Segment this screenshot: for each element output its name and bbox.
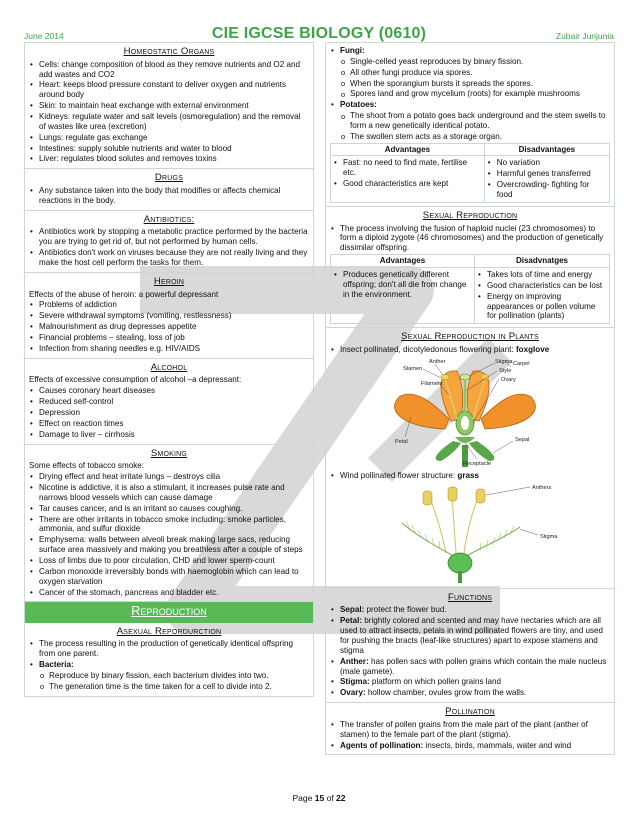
item-text: insects, birds, mammals, water and wind (423, 740, 572, 750)
flower-diagram-svg (365, 357, 575, 469)
list-item (330, 605, 610, 615)
list-item (330, 657, 610, 677)
list-item: • Cancer of the stomach, pancreas and bladder etc. (29, 588, 309, 598)
bold-label: Petal: (340, 616, 363, 626)
list-item: • Effect on reaction times (29, 419, 309, 429)
sub-list-item: o All other fungi produce via spores. (330, 68, 610, 78)
item-text: brightly colored and scented and may have nectaries which are all used to attract insects, petals in wind pollinated flowers are tiny, and used for pushing the bracts (leaf-like structures) apart to expose stamens and stigma (340, 616, 604, 655)
list-item: • Cells: change composition of blood as they remove nutrients and O2 and add wastes and CO2 (29, 60, 309, 80)
bold-label: Ovary: (340, 688, 366, 698)
table-header: Advantages (331, 255, 475, 268)
flower-diagram (365, 357, 575, 469)
list-item: • Antibiotics work by stopping a metabolic practice performed by the bacteria you are trying to get rid of, but not performed by human cells. (29, 227, 309, 247)
item-text: platform on which pollen grains land (369, 677, 502, 687)
receptacle-shape (455, 437, 475, 443)
sub-list-item: o Reproduce by binary fission, each bacterium divides into two. (29, 671, 309, 681)
section-intro: Effects of the abuse of heroin: a powerful depressant (29, 289, 219, 299)
label-anthers: Anthers (532, 484, 552, 491)
list-item (330, 616, 610, 655)
sepal-shape (436, 441, 461, 461)
list-item: • Damage to liver – cirrhosis (29, 430, 309, 440)
list-item: • Causes coronary heart diseases (29, 386, 309, 396)
grass-flower-svg (360, 483, 580, 583)
sexual-advantages-table (330, 254, 610, 324)
list-item: • Energy on improving appearances or pollen volume for pollination (plants) (477, 292, 607, 322)
label-style: Style (499, 367, 512, 374)
section-title: Smoking (150, 447, 188, 459)
label-carpel: Carpel (513, 360, 530, 367)
list-item: • Takes lots of time and energy (477, 270, 607, 280)
petal-shape (395, 394, 449, 429)
list-item: • Financial problems – stealing, loss of job (29, 333, 309, 343)
list-item: • Harmful genes transferred (487, 169, 607, 179)
label-anther: Anther (429, 358, 446, 365)
list-item: • There are other irritants in tobacco smoke including: smoke particles, ammonia, and sulfur dioxide (29, 515, 309, 535)
list-item: • Good characteristics are kept (333, 179, 482, 189)
right-column (325, 42, 615, 755)
bold-label: Fungi: (340, 46, 365, 55)
item-text: has pollen sacs with pollen grains which contain the male nucleus (male gamete). (340, 656, 607, 676)
footer-prefix: Page (292, 793, 315, 803)
list-item: • Intestines: supply soluble nutrients and water to blood (29, 144, 309, 154)
list-item (330, 345, 610, 355)
list-item (330, 100, 610, 110)
list-item: • Emphysema: walls between alveoli break making large sacs, reducing surface area massively and making you breathless after a couple of steps (29, 535, 309, 555)
table-header: Disadvantages (484, 143, 609, 156)
list-item: • Skin: to maintain heat exchange with external environment (29, 101, 309, 111)
stigma-shape (460, 374, 470, 380)
section-heroin (24, 273, 314, 359)
header-date: June 2014 (24, 31, 64, 41)
table-cell-advantages (331, 156, 485, 202)
list-item (330, 688, 610, 698)
section-drugs (24, 169, 314, 210)
anther-shape (476, 489, 485, 503)
anther-shape (448, 487, 457, 501)
list-item: • Infection from sharing needles e.g. HIV/AIDS (29, 344, 309, 354)
list-item: • Problems of addiction (29, 300, 309, 310)
sub-list-item: o Spores land and grow mycelium (roots) for example mushrooms (330, 89, 610, 99)
label-ovary: Ovary (501, 376, 516, 383)
sub-list-item: o The shoot from a potato goes back underground and the stem swells to form a new genetically identical potato. (330, 111, 610, 131)
table-cell-disadvantages (484, 156, 609, 202)
list-item: • The transfer of pollen grains from the male part of the plant (anther of stamen) to the female part of the plant (stigma). (330, 720, 610, 740)
list-item: • Heart: keeps blood pressure constant to deliver oxygen and nutrients around body (29, 80, 309, 100)
anther-shape (423, 491, 432, 505)
section-title: Sexual Reproduction (422, 209, 518, 221)
section-sexual-reproduction (325, 207, 615, 328)
footer-mid: of (324, 793, 337, 803)
section-pollination (325, 703, 615, 755)
section-title: Homeostatic Organs (123, 46, 215, 57)
list-item: • Nicotine is addictive, it is also a stimulant, it increases pulse rate and narrows blood vessels which can cause damage (29, 483, 309, 503)
header-title: CIE IGCSE BIOLOGY (0610) (211, 25, 427, 42)
section-homeostatic-organs (24, 42, 314, 169)
item-text: protect the flower bud. (364, 605, 447, 615)
bold-label: Stigma: (340, 677, 370, 687)
section-intro: Some effects of tobacco smoke: (29, 461, 145, 471)
table-header: Advantages (331, 143, 485, 156)
list-item: • Produces genetically different offspring; don't all die from change in the environment. (333, 270, 472, 300)
list-item: • Antibiotics don't work on viruses because they are not really living and they make the host cell perform the tasks for them. (29, 248, 309, 268)
section-title: Antibiotics: (143, 213, 195, 225)
list-item (330, 46, 610, 56)
header-author: Zubair Junjunia (555, 31, 614, 41)
footer-page-number: 15 (314, 793, 325, 803)
section-title: Functions (447, 591, 493, 603)
section-title: Drugs (154, 172, 184, 184)
table-header: Disadvnatges (474, 255, 609, 268)
list-item: • Tar causes cancer, and is an irritant so causes coughing. (29, 504, 309, 514)
list-item: • Kidneys: regulate water and salt levels (osmoregulation) and the removal of wastes like urea (excretion) (29, 112, 309, 132)
sub-list-item: o The swollen stem acts as a storage organ. (330, 132, 610, 142)
list-item: • Drying effect and heat irritate lungs – destroys cilia (29, 472, 309, 482)
section-title: Sexual Reproduction in Plants (401, 331, 539, 343)
list-item: • Fast: no need to find mate, fertilise etc. (333, 158, 482, 178)
section-title: Asexual Repordurction (116, 625, 222, 637)
list-item (330, 677, 610, 687)
sub-list-item: o When the sporangium bursts it spreads the spores. (330, 79, 610, 89)
label-stigma: Stigma (540, 533, 558, 540)
section-antibiotics (24, 211, 314, 273)
left-column (24, 42, 314, 697)
list-item: • Good characteristics can be lost (477, 281, 607, 291)
list-item (330, 471, 610, 481)
reproduction-banner: Reproduction (24, 602, 314, 622)
section-title: Pollination (445, 706, 495, 718)
section-intro: Effects of excessive consumption of alcohol –a depressant: (29, 375, 242, 385)
list-item (330, 741, 610, 751)
bold-label: Potatoes: (340, 100, 377, 110)
list-item: • The process involving the fusion of haploid nuclei (23 chromosomes) to form a diploid zygote (46 chromosomes) and the production of genetically dissimilar offspring. (330, 224, 610, 254)
section-asexual-reproduction (24, 623, 314, 697)
footer-page-total: 22 (336, 793, 346, 803)
ovary-shape (448, 553, 472, 573)
asexual-advantages-table (330, 143, 610, 203)
section-asexual-continued (325, 42, 615, 207)
bold-label: Bacteria: (39, 660, 74, 670)
list-item: • Depression (29, 408, 309, 418)
insect-text: Insect pollinated, dicotyledonous flowering plant: (340, 344, 516, 354)
sub-list-item: o The generation time is the time taken for a cell to divide into 2. (29, 682, 309, 692)
label-petal: Petal (395, 438, 408, 445)
bold-label: grass (457, 470, 480, 480)
item-text: hollow chamber, ovules grow from the walls. (365, 688, 527, 698)
section-alcohol (24, 359, 314, 445)
section-plant-reproduction (325, 328, 615, 588)
stem-shape (458, 571, 462, 583)
grass-flower-diagram (360, 483, 580, 583)
page-header (24, 24, 614, 44)
list-item: • Liver: regulates blood solutes and removes toxins (29, 154, 309, 164)
section-smoking (24, 445, 314, 603)
wind-text: Wind pollinated flower structure: (340, 470, 458, 480)
bold-label: Anther: (340, 656, 369, 666)
label-receptacle: Receptacle (463, 460, 491, 467)
label-stamen: Stamen (403, 365, 423, 372)
list-item: • Severe withdrawal symptoms (vomiting, restlessness) (29, 311, 309, 321)
list-item: • Lungs: regulate gas exchange (29, 133, 309, 143)
petal-shape (481, 394, 535, 429)
list-item: • No variation (487, 158, 607, 168)
label-filament: Filament (421, 380, 443, 387)
list-item: • Loss of limbs due to poor circulation, CHD and lower sperm-count (29, 556, 309, 566)
list-item: • Overcrowding- fighting for food (487, 180, 607, 200)
section-functions (325, 589, 615, 703)
table-cell-advantages (331, 267, 475, 323)
sub-list-item: o Single-celled yeast reproduces by binary fission. (330, 57, 610, 67)
bold-label: foxglove (515, 344, 550, 354)
list-item: • Carbon monoxide irreversibly bonds with haemoglobin which can lead to oxygen starvation (29, 567, 309, 587)
anther-shape (441, 374, 449, 379)
stigma-shape (468, 527, 520, 555)
section-title: Alcohol (150, 361, 188, 373)
bold-label: Agents of pollination: (340, 740, 424, 750)
label-stigma: Stigma (495, 358, 513, 365)
table-cell-disadvantages (474, 267, 609, 323)
list-item (29, 660, 309, 670)
list-item: • Malnourishment as drug depresses appetite (29, 322, 309, 332)
bold-label: Sepal: (340, 605, 365, 615)
section-title: Heroin (153, 275, 185, 287)
list-item: • The process resulting in the production of genetically identical offspring from one parent. (29, 639, 309, 659)
list-item: • Reduced self-control (29, 397, 309, 407)
list-item: • Any substance taken into the body that modifies or affects chemical reactions in the body. (29, 186, 309, 206)
sepal-shape (469, 441, 494, 461)
label-sepal: Sepal (515, 436, 530, 443)
style-shape (464, 379, 467, 413)
page-footer (0, 793, 638, 803)
